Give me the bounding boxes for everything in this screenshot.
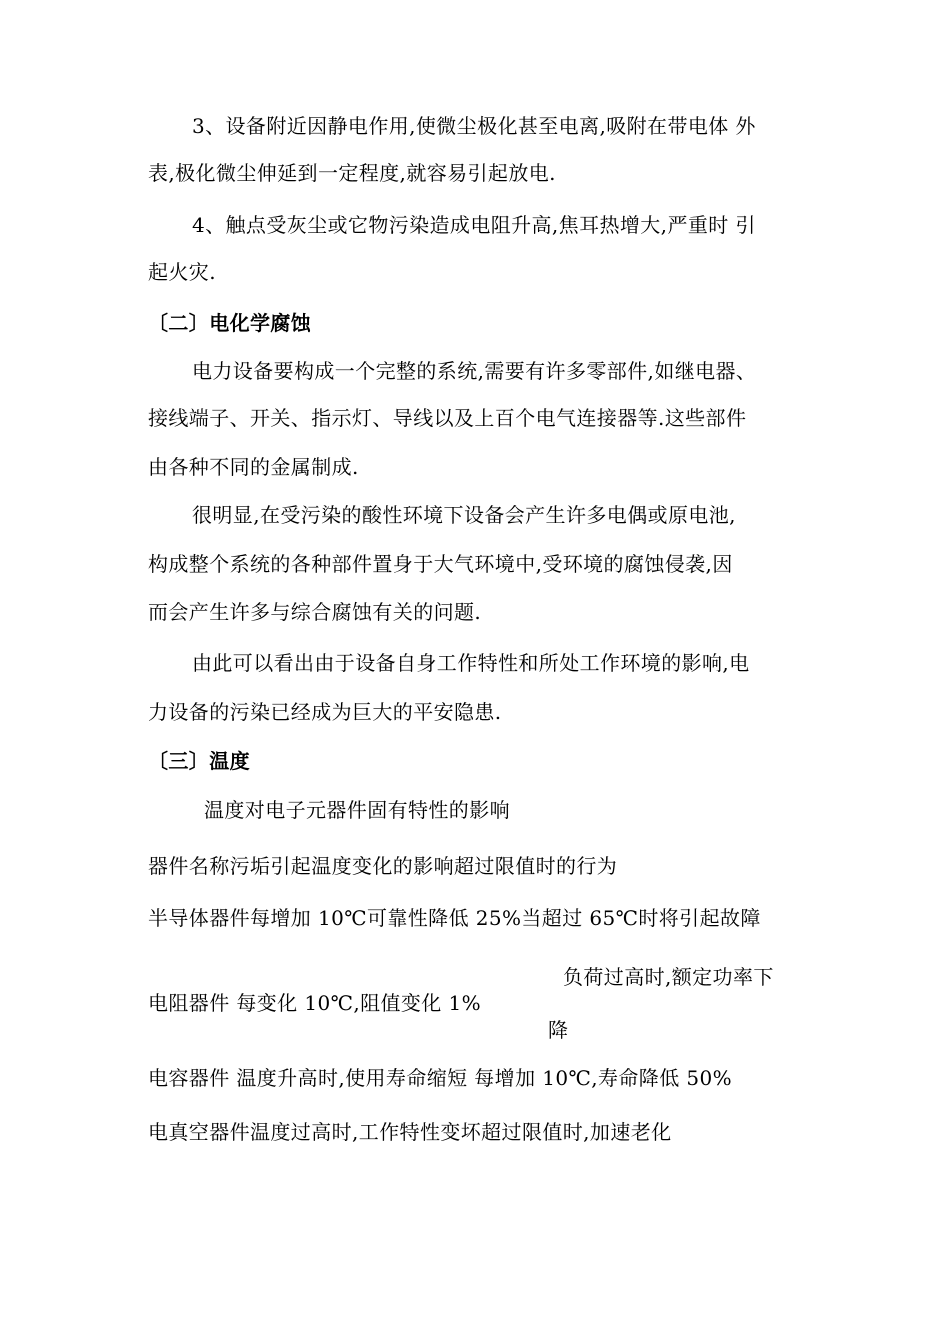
paragraph-6-line-3: 而会产生许多与综合腐蚀有关的问题. (148, 600, 482, 624)
paragraph-4-line-2: 起火灾. (148, 260, 216, 284)
paragraph-7-line-2: 力设备的污染已经成为巨大的平安隐患. (148, 700, 502, 724)
paragraph-4-line-1: 4、触点受灰尘或它物污染造成电阻升高,焦耳热增大,严重时 引 (192, 213, 756, 237)
table-caption: 温度对电子元器件固有特性的影响 (204, 798, 510, 822)
table-row-resistor-behavior-line-2: 降 (548, 1018, 569, 1042)
table-row-capacitor: 电容器件 温度升高时,使用寿命缩短 每增加 10℃,寿命降低 50% (148, 1066, 733, 1090)
paragraph-6-line-2: 构成整个系统的各种部件置身于大气环境中,受环境的腐蚀侵袭,因 (148, 552, 733, 576)
table-row-semiconductor: 半导体器件每增加 10℃可靠性降低 25%当超过 65℃时将引起故障 (148, 906, 761, 930)
table-header-row: 器件名称污垢引起温度变化的影响超过限值时的行为 (148, 854, 618, 878)
paragraph-5-line-2: 接线端子、开关、指示灯、导线以及上百个电气连接器等.这些部件 (148, 406, 747, 430)
table-row-resistor: 电阻器件 每变化 10℃,阻值变化 1% (148, 991, 481, 1015)
table-row-vacuum-device: 电真空器件温度过高时,工作特性变坏超过限值时,加速老化 (148, 1120, 672, 1144)
section-heading-electrochemical-corrosion: 〔二〕电化学腐蚀 (148, 311, 312, 335)
paragraph-3-line-1: 3、设备附近因静电作用,使微尘极化甚至电离,吸附在带电体 外 (192, 114, 756, 138)
table-row-resistor-behavior-line-1: 负荷过高时,额定功率下 (563, 965, 774, 989)
paragraph-3-line-2: 表,极化微尘伸延到一定程度,就容易引起放电. (148, 161, 556, 185)
paragraph-5-line-1: 电力设备要构成一个完整的系统,需要有许多零部件,如继电器、 (192, 359, 757, 383)
paragraph-5-line-3: 由各种不同的金属制成. (148, 455, 359, 479)
paragraph-6-line-1: 很明显,在受污染的酸性环境下设备会产生许多电偶或原电池, (192, 503, 736, 527)
paragraph-7-line-1: 由此可以看出由于设备自身工作特性和所处工作环境的影响,电 (192, 651, 750, 675)
section-heading-temperature: 〔三〕温度 (148, 749, 250, 773)
